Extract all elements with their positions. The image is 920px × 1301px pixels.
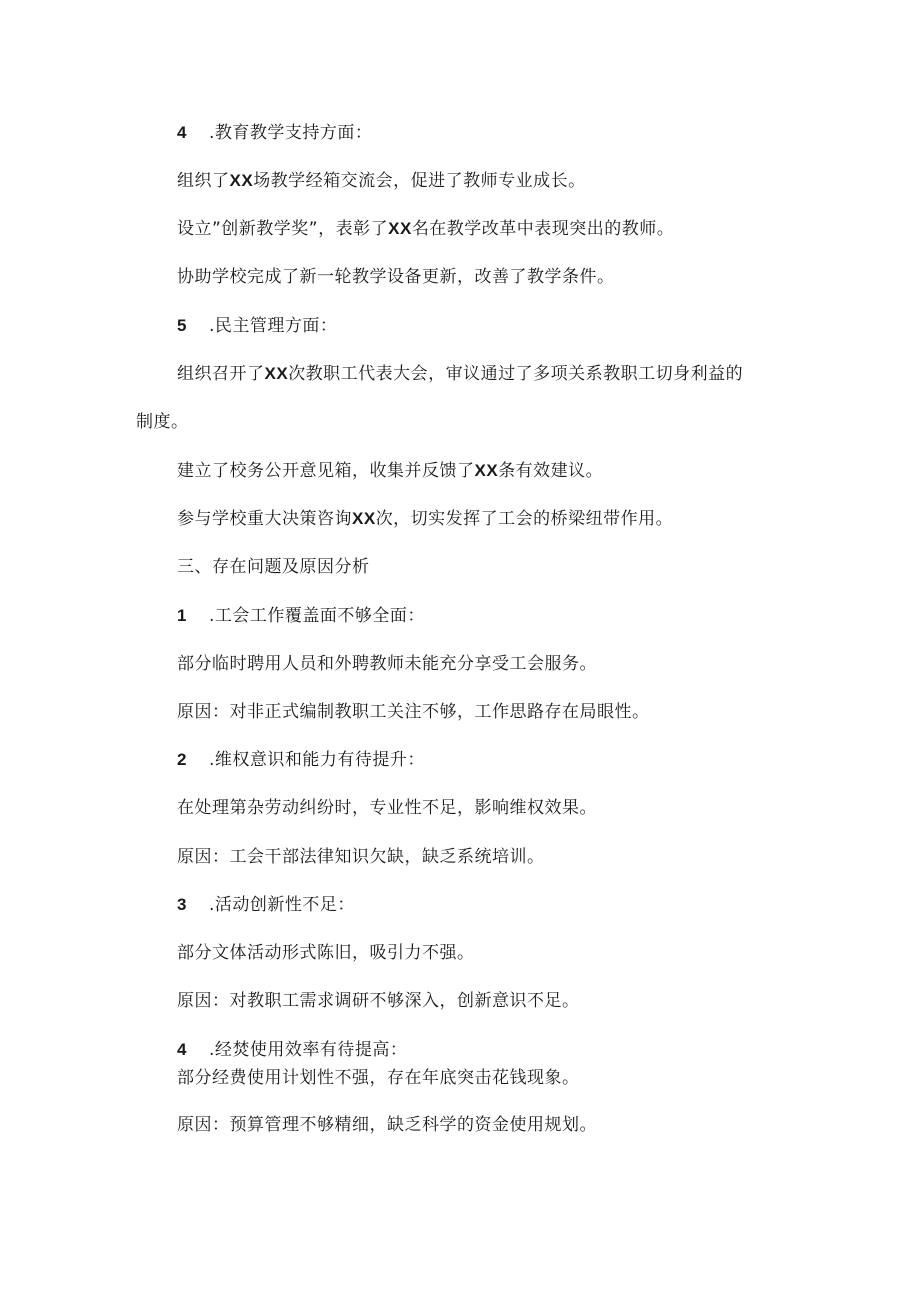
heading-text: .工会工作覆盖面不够全面： <box>209 606 425 626</box>
text-segment: 建立了校务公开意见箱，收集并反馈了 <box>177 461 475 481</box>
placeholder-xx: XX <box>264 364 289 383</box>
paragraph-line: 在处理第杂劳动纠纷时，专业性不足，影响维权效果。 <box>177 798 597 818</box>
paragraph-line <box>177 459 603 483</box>
text-segment: 设立”创新教学奖”，表彰了 <box>177 219 389 239</box>
text-segment: 次，切实发挥了工会的桥梁纽带作用。 <box>375 509 674 529</box>
text-segment: 组织了 <box>177 171 230 191</box>
chapter-heading-problems: 三、存在问题及原因分析 <box>177 557 370 577</box>
paragraph-line-continued: 制度。 <box>136 412 189 432</box>
paragraph-line: 部分临时聘用人员和外聘教师未能充分享受工会服务。 <box>177 654 597 674</box>
paragraph-line: 部分文体活动形式陈旧，吸引力不强。 <box>177 943 475 963</box>
heading-text: .经焚使用效率有待提高： <box>209 1040 408 1060</box>
paragraph-line: 协助学校完成了新一轮教学设备更新，改善了教学条件。 <box>177 267 615 287</box>
heading-number: 2 <box>177 750 187 769</box>
heading-number: 4 <box>177 1040 187 1059</box>
paragraph-line: 原因：工会干部法律知识欠缺，缺乏系统培训。 <box>177 847 545 867</box>
placeholder-xx: XX <box>474 461 499 480</box>
paragraph-line <box>177 169 586 193</box>
paragraph-line: 部分经费使用计划性不强，存在年底突击花钱现象。 <box>177 1068 580 1088</box>
heading-number: 1 <box>177 606 187 625</box>
section-heading-4-education <box>177 121 372 145</box>
placeholder-xx: XX <box>229 171 254 190</box>
placeholder-xx: XX <box>388 219 412 238</box>
section-heading-3-innovation <box>177 893 355 917</box>
text-segment: 场教学经箱交流会，促进了教师专业成长。 <box>253 171 586 191</box>
text-segment: 次教职工代表大会，审议通过了多项关系教职工切身利益的 <box>288 364 744 384</box>
section-heading-2-rights <box>177 748 425 772</box>
paragraph-line <box>177 217 674 241</box>
text-segment: 组织召开了 <box>177 364 265 384</box>
paragraph-line: 原因：预算管理不够精细，缺乏科学的资金使用规划。 <box>177 1115 597 1135</box>
heading-text: .教育教学支持方面： <box>209 123 373 143</box>
paragraph-line <box>177 507 673 531</box>
heading-number: 3 <box>177 895 187 914</box>
paragraph-line: 原因：对教职工需求调研不够深入，创新意识不足。 <box>177 991 580 1011</box>
paragraph-line: 原因：对非正式编制教职工关注不够，工作思路存在局眼性。 <box>177 702 650 722</box>
paragraph-line <box>177 362 743 386</box>
placeholder-xx: XX <box>352 509 376 528</box>
section-heading-4-funds <box>177 1038 407 1062</box>
section-heading-1-coverage <box>177 604 425 628</box>
heading-text: .民主管理方面： <box>209 316 338 336</box>
heading-number: 4 <box>177 123 187 142</box>
heading-text: .活动创新性不足： <box>209 895 355 915</box>
text-segment: 条有效建议。 <box>498 461 604 481</box>
heading-text: .维权意识和能力有待提升： <box>209 750 425 770</box>
text-segment: 参与学校重大决策咨询 <box>177 509 352 529</box>
section-heading-5-democratic <box>177 314 337 338</box>
text-segment: 名在教学改革中表现突出的教师。 <box>411 219 675 239</box>
heading-number: 5 <box>177 316 187 335</box>
